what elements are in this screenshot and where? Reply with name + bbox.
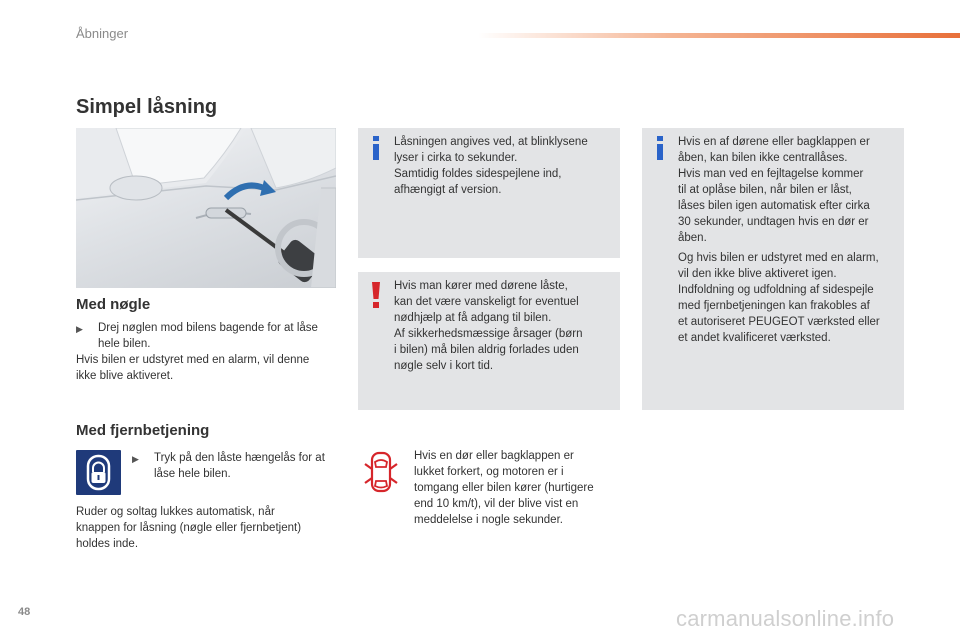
info-box-2-line: et autoriseret PEUGEOT værksted eller (678, 316, 880, 328)
remote-bullet-line-1: Tryk på den låste hængelås for at (154, 452, 325, 464)
watermark: carmanualsonline.info (676, 606, 895, 631)
key-note-line-1: Hvis bilen er udstyret med en alarm, vil denne (76, 354, 310, 366)
info-box-2-line: Indfoldning og udfoldning af sidespejle (678, 284, 874, 296)
remote-bullet (132, 450, 342, 482)
info-i-icon (368, 136, 384, 160)
door-note-line: meddelelse i nogle sekunder. (414, 514, 563, 526)
key-bullet-line-2: hele bilen. (98, 338, 151, 350)
door-note-line: end 10 km/t), vil der blive vist en (414, 498, 579, 510)
remote-note-line-1: Ruder og soltag lukkes automatisk, når (76, 506, 275, 518)
info-box-1-line: lyser i cirka to sekunder. (394, 152, 518, 164)
car-door-open-icon (364, 450, 398, 494)
padlock-button-icon (76, 450, 121, 495)
info-box-1-line: Samtidig foldes sidespejlene ind, (394, 168, 562, 180)
key-bullet-text (98, 320, 318, 352)
remote-bullet-line-2: låse hele bilen. (154, 468, 231, 480)
warning-box-line: nøgle selv i kort tid. (394, 360, 494, 372)
remote-note-line-2: knappen for låsning (nøgle eller fjernbetjent) (76, 522, 302, 534)
info-box-2-line: 30 sekunder, undtagen hvis en dør er (678, 216, 869, 228)
info-box-2-line: Hvis man ved en fejltagelse kommer (678, 168, 864, 180)
info-box-2-line: med fjernbetjeningen kan frakobles af (678, 300, 870, 312)
remote-bullet-text (154, 450, 325, 482)
warning-box-line: Af sikkerhedsmæssige årsager (børn (394, 328, 583, 340)
remote-note-line-3: holdes inde. (76, 538, 139, 550)
exclamation-icon (368, 282, 384, 308)
warning-box-locked-doors (358, 272, 620, 410)
info-box-1-line: afhængigt af version. (394, 184, 502, 196)
warning-box-line: i bilen) må bilen aldrig forlades uden (394, 344, 579, 356)
header-accent-bar (478, 33, 960, 38)
info-box-2-line: til at oplåse bilen, når bilen er låst, (678, 184, 852, 196)
info-box-2-line: vil den ikke blive aktiveret igen. (678, 268, 837, 280)
key-note-line-2: ikke blive aktiveret. (76, 370, 174, 382)
info-box-2-line: et andet kvalificeret værksted. (678, 332, 831, 344)
key-section-body (76, 320, 346, 384)
key-bullet-line-1: Drej nøglen mod bilens bagende for at låse (98, 322, 318, 334)
door-note-text (414, 448, 629, 528)
warning-box-line: nødhjælp at få adgang til bilen. (394, 312, 552, 324)
car-door-lock-photo (76, 128, 336, 288)
info-box-indicators (358, 128, 620, 258)
info-i-icon (652, 136, 668, 160)
warning-box-line: kan det være vanskeligt for eventuel (394, 296, 579, 308)
remote-note (76, 504, 346, 552)
triangle-bullet-icon: ▶ (132, 454, 139, 464)
info-box-2-line: Og hvis bilen er udstyret med en alarm, (678, 252, 879, 264)
warning-box-text (394, 278, 616, 374)
info-box-central-locking (642, 128, 904, 410)
triangle-bullet-icon: ▶ (76, 324, 83, 334)
info-box-2-line: låses bilen igen automatisk efter cirka (678, 200, 870, 212)
door-note-line: tomgang eller bilen kører (hurtigere (414, 482, 594, 494)
page-number: 48 (18, 606, 31, 618)
info-box-1-line: Låsningen angives ved, at blinklysene (394, 136, 588, 148)
door-note-line: Hvis en dør eller bagklappen er (414, 450, 574, 462)
key-bullet (76, 320, 346, 352)
info-box-2-line: Hvis en af dørene eller bagklappen er (678, 136, 870, 148)
remote-section-heading: Med fjernbetjening (76, 422, 210, 439)
door-note-line: lukket forkert, og motoren er i (414, 466, 564, 478)
car-door-illustration (76, 128, 336, 288)
key-section-heading: Med nøgle (76, 296, 151, 313)
warning-box-line: Hvis man kører med dørene låste, (394, 280, 568, 292)
info-box-2-text (678, 134, 902, 346)
page-title: Simpel låsning (76, 96, 218, 118)
section-title: Åbninger (76, 26, 129, 41)
info-box-2-line: åben, kan bilen ikke centrallåses. (678, 152, 848, 164)
info-box-1-text (394, 134, 616, 198)
info-box-2-line: åben. (678, 232, 707, 244)
